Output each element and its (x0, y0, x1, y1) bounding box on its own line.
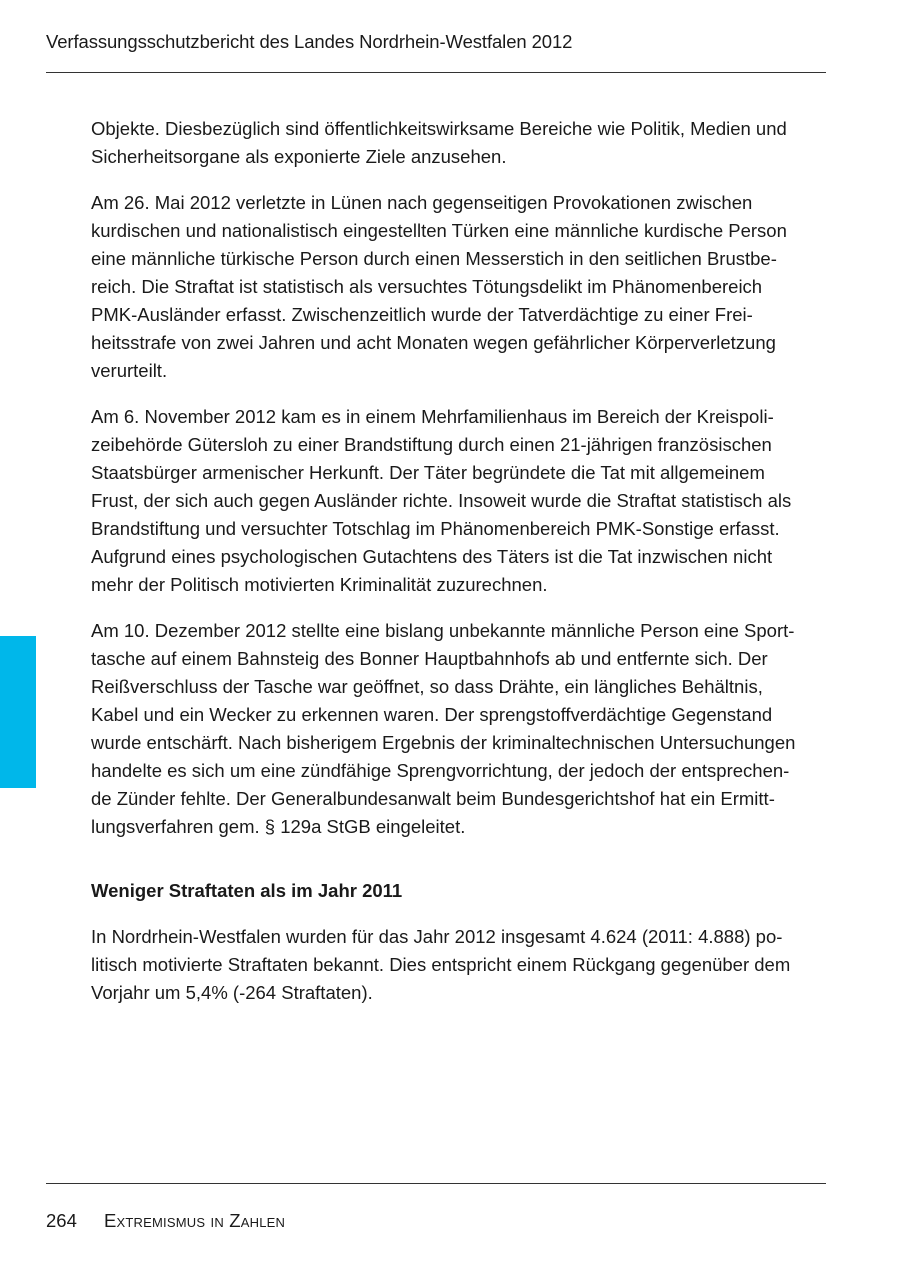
text-line: mehr der Politisch motivierten Kriminalität zuzurechnen. (91, 574, 548, 595)
paragraph (91, 923, 831, 1007)
text-line: de Zünder fehlte. Der Generalbundesanwalt beim Bundesgerichtshof hat ein Ermitt- (91, 788, 775, 809)
text-line: Staatsbürger armenischer Herkunft. Der Täter begründete die Tat mit allgemeinem (91, 462, 765, 483)
paragraph (91, 403, 831, 599)
text-line: Am 10. Dezember 2012 stellte eine bislang unbekannte männliche Person eine Sport- (91, 620, 795, 641)
text-line: Objekte. Diesbezüglich sind öffentlichkeitswirksame Bereiche wie Politik, Medien und (91, 118, 787, 139)
text-line: Kabel und ein Wecker zu erkennen waren. Der sprengstoffverdächtige Gegenstand (91, 704, 773, 725)
header-rule (46, 72, 826, 73)
text-line: Sicherheitsorgane als exponierte Ziele anzusehen. (91, 146, 507, 167)
text-line: Am 26. Mai 2012 verletzte in Lünen nach gegenseitigen Provokationen zwischen (91, 192, 753, 213)
text-line: Aufgrund eines psychologischen Gutachtens des Täters ist die Tat inzwischen nicht (91, 546, 773, 567)
text-line: PMK-Ausländer erfasst. Zwischenzeitlich wurde der Tatverdächtige zu einer Frei- (91, 304, 753, 325)
page-footer (46, 1209, 285, 1233)
footer-rule (46, 1183, 826, 1184)
running-header: Verfassungsschutzbericht des Landes Nordrhein-Westfalen 2012 (46, 31, 573, 52)
text-line: eine männliche türkische Person durch einen Messerstich in den seitlichen Brustbe- (91, 248, 777, 269)
section-heading: Weniger Straftaten als im Jahr 2011 (91, 880, 403, 901)
text-line: verurteilt. (91, 360, 168, 381)
text-line: lungsverfahren gem. § 129a StGB eingeleitet. (91, 816, 466, 837)
text-line: tasche auf einem Bahnsteig des Bonner Hauptbahnhofs ab und entfernte sich. Der (91, 648, 768, 669)
text-line: Reißverschluss der Tasche war geöffnet, so dass Drähte, ein längliches Behältnis, (91, 676, 763, 697)
footer-section-name: Extremismus in Zahlen (104, 1210, 286, 1231)
text-line: zeibehörde Gütersloh zu einer Brandstiftung durch einen 21-jährigen französischen (91, 434, 772, 455)
text-line: Am 6. November 2012 kam es in einem Mehrfamilienhaus im Bereich der Kreispoli- (91, 406, 774, 427)
text-line: wurde entschärft. Nach bisherigem Ergebnis der kriminaltechnischen Untersuchungen (91, 732, 796, 753)
text-line: Vorjahr um 5,4% (-264 Straftaten). (91, 982, 373, 1003)
text-line: Frust, der sich auch gegen Ausländer richte. Insoweit wurde die Straftat statistisch als (91, 490, 792, 511)
text-line: kurdischen und nationalistisch eingestellten Türken eine männliche kurdische Person (91, 220, 787, 241)
page-body (91, 115, 831, 1025)
text-line: litisch motivierte Straftaten bekannt. Dies entspricht einem Rückgang gegenüber dem (91, 954, 791, 975)
paragraph (91, 189, 831, 385)
text-line: handelte es sich um eine zündfähige Sprengvorrichtung, der jedoch der entsprechen- (91, 760, 790, 781)
page-number: 264 (46, 1210, 77, 1231)
text-line: reich. Die Straftat ist statistisch als versuchtes Tötungsdelikt im Phänomenbereich (91, 276, 763, 297)
text-line: heitsstrafe von zwei Jahren und acht Monaten wegen gefährlicher Körperverletzung (91, 332, 776, 353)
text-line: Brandstiftung und versuchter Totschlag im Phänomenbereich PMK-Sonstige erfasst. (91, 518, 780, 539)
text-line: In Nordrhein-Westfalen wurden für das Jahr 2012 insgesamt 4.624 (2011: 4.888) po- (91, 926, 783, 947)
paragraph (91, 115, 831, 171)
paragraph (91, 617, 831, 841)
chapter-tab-marker (0, 636, 36, 788)
